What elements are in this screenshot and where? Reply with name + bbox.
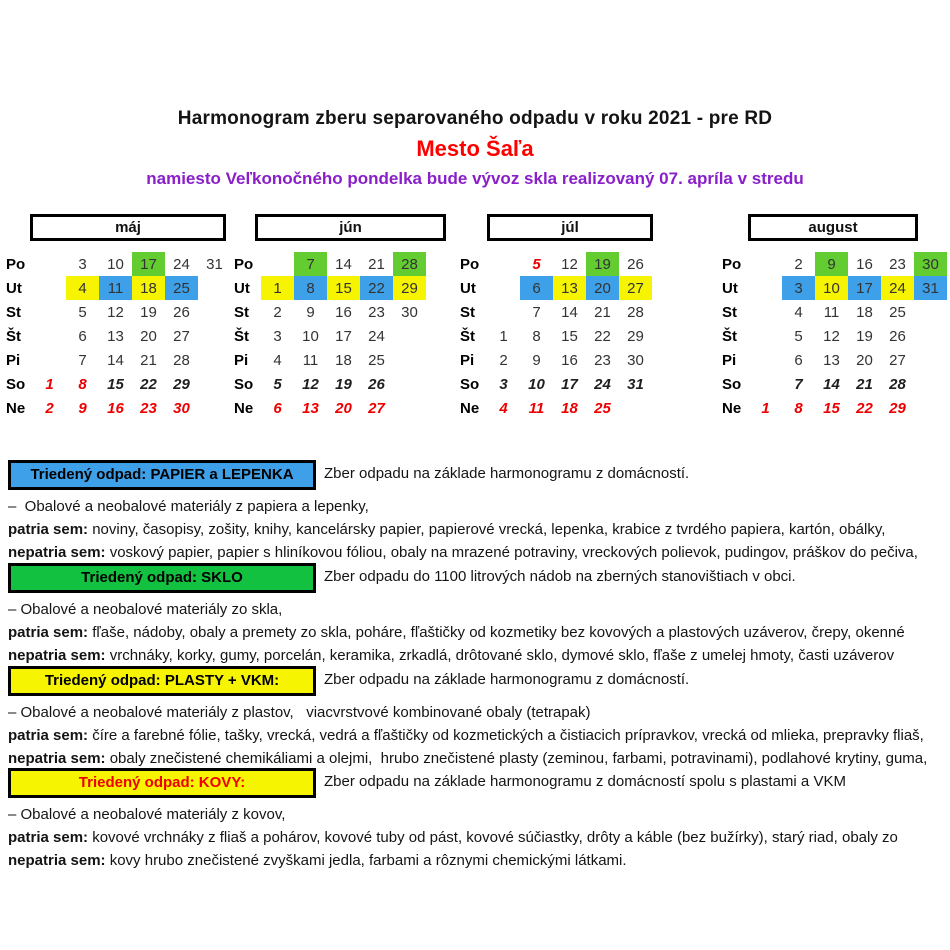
legend-line: nepatria sem: obaly znečistené chemikáliami a olejmi, hrubo znečistené plasty (zeminou, farbami, potravinami), podlahové krytiny, guma, [8, 750, 928, 767]
day-cell: 18 [856, 303, 873, 321]
day-cell: 26 [627, 255, 644, 273]
legend-line: – Obalové a neobalové materiály zo skla, [8, 601, 283, 618]
week-row-st [722, 300, 947, 324]
day-cell: 25 [594, 399, 611, 417]
week-row-ut [722, 276, 947, 300]
week-row-po [460, 252, 652, 276]
day-cell: 23 [594, 351, 611, 369]
legend-line: – Obalové a neobalové materiály z papiera a lepenky, [8, 498, 369, 515]
day-cell: 6 [520, 276, 553, 300]
day-label: Pi [234, 351, 249, 369]
week-row-št [722, 324, 947, 348]
day-cell: 19 [335, 375, 352, 393]
day-label: Ne [6, 399, 26, 417]
week-row-pi [722, 348, 947, 372]
empty-cell [393, 324, 426, 348]
day-cell: 5 [794, 327, 803, 345]
day-label: Ut [6, 279, 22, 297]
day-cell: 6 [794, 351, 803, 369]
day-cell: 29 [627, 327, 644, 345]
legend-section-sklo [8, 563, 946, 663]
legend-description: Zber odpadu na základe harmonogramu z domácností. [324, 671, 690, 688]
day-label: Ut [234, 279, 250, 297]
empty-cell [914, 348, 947, 372]
day-cell: 23 [889, 255, 906, 273]
day-cell: 13 [823, 351, 840, 369]
empty-cell [198, 324, 231, 348]
day-cell: 17 [561, 375, 578, 393]
empty-cell [749, 348, 782, 372]
legend-line: nepatria sem: kovy hrubo znečistené zvyškami jedla, farbami a rôznymi chemickými látkami. [8, 852, 627, 869]
day-cell: 17 [335, 327, 352, 345]
day-cell: 2 [45, 399, 54, 417]
day-cell: 10 [528, 375, 545, 393]
day-cell: 4 [273, 351, 282, 369]
week-row-so [234, 372, 426, 396]
calendar-august [722, 214, 947, 420]
day-cell: 27 [368, 399, 385, 417]
calendar-jul [460, 214, 653, 420]
day-label: St [460, 303, 475, 321]
day-cell: 18 [335, 351, 352, 369]
legend-line: patria sem: kovové vrchnáky z fliaš a pohárov, kovové tuby od pást, kovové súčiastky, drôty a káble (bez bužírky), starý riad, obaly zo [8, 829, 898, 846]
day-cell: 13 [302, 399, 319, 417]
week-row-ne [722, 396, 947, 420]
day-cell: 22 [360, 276, 393, 300]
day-cell: 31 [627, 375, 644, 393]
day-cell: 28 [173, 351, 190, 369]
day-cell: 5 [273, 375, 282, 393]
week-row-ut [460, 276, 652, 300]
document-title: Harmonogram zberu separovaného odpadu v roku 2021 - pre RD [177, 108, 773, 129]
legend-line: – Obalové a neobalové materiály z plastov, viacvrstvové kombinované obaly (tetrapak) [8, 704, 591, 721]
day-cell: 9 [532, 351, 541, 369]
day-cell: 23 [140, 399, 157, 417]
day-cell: 27 [173, 327, 190, 345]
day-label: Po [6, 255, 26, 273]
day-label: Št [6, 327, 21, 345]
day-cell: 12 [823, 327, 840, 345]
week-row-po [722, 252, 947, 276]
empty-cell [393, 348, 426, 372]
day-cell: 13 [107, 327, 124, 345]
calendar-jun [234, 214, 446, 420]
day-cell: 14 [823, 375, 840, 393]
day-cell: 11 [823, 303, 840, 321]
empty-cell [33, 348, 66, 372]
day-cell: 21 [368, 255, 385, 273]
day-cell: 25 [889, 303, 906, 321]
day-cell: 15 [561, 327, 578, 345]
day-cell: 26 [368, 375, 385, 393]
day-cell: 14 [561, 303, 578, 321]
day-label: Št [460, 327, 475, 345]
legend-section-papier [8, 460, 946, 560]
day-cell: 27 [619, 276, 652, 300]
day-cell: 30 [401, 303, 418, 321]
month-title-maj: máj [30, 214, 226, 241]
day-cell: 15 [327, 276, 360, 300]
day-cell: 12 [302, 375, 319, 393]
empty-cell [198, 300, 231, 324]
day-cell: 8 [294, 276, 327, 300]
day-label: Po [460, 255, 480, 273]
day-cell: 21 [594, 303, 611, 321]
legend-section-plasty-vkm [8, 666, 946, 766]
empty-cell [749, 324, 782, 348]
day-cell: 2 [273, 303, 282, 321]
week-row-ne [6, 396, 231, 420]
day-label: Pi [722, 351, 737, 369]
legend-description: Zber odpadu na základe harmonogramu z domácností spolu s plastami a VKM [324, 773, 846, 790]
empty-cell [749, 252, 782, 276]
week-row-st [234, 300, 426, 324]
empty-cell [33, 252, 66, 276]
day-cell: 21 [140, 351, 157, 369]
day-cell: 22 [594, 327, 611, 345]
day-cell: 3 [78, 255, 87, 273]
day-cell: 11 [99, 276, 132, 300]
day-cell: 20 [335, 399, 352, 417]
day-cell: 20 [140, 327, 157, 345]
day-cell: 9 [78, 399, 87, 417]
week-row-so [6, 372, 231, 396]
day-cell: 7 [78, 351, 87, 369]
day-cell: 6 [78, 327, 87, 345]
day-cell: 19 [586, 252, 619, 276]
day-cell: 1 [261, 276, 294, 300]
day-cell: 12 [107, 303, 124, 321]
day-cell: 28 [627, 303, 644, 321]
day-cell: 25 [368, 351, 385, 369]
empty-cell [914, 396, 947, 420]
day-label: Po [722, 255, 742, 273]
day-cell: 31 [206, 255, 223, 273]
week-row-so [460, 372, 652, 396]
legend-section-kovy [8, 768, 946, 868]
day-cell: 3 [782, 276, 815, 300]
day-cell: 4 [499, 399, 508, 417]
week-row-so [722, 372, 947, 396]
empty-cell [914, 300, 947, 324]
calendar-maj [6, 214, 231, 420]
day-label: Ut [460, 279, 476, 297]
week-row-št [6, 324, 231, 348]
day-cell: 31 [914, 276, 947, 300]
legend-title-box-sklo: Triedený odpad: SKLO [8, 563, 316, 593]
day-cell: 30 [173, 399, 190, 417]
legend-title-box-papier: Triedený odpad: PAPIER a LEPENKA [8, 460, 316, 490]
day-cell: 29 [889, 399, 906, 417]
day-cell: 29 [393, 276, 426, 300]
day-cell: 12 [561, 255, 578, 273]
week-row-ut [234, 276, 426, 300]
week-row-pi [234, 348, 426, 372]
month-grid-august [722, 252, 947, 420]
day-cell: 24 [594, 375, 611, 393]
day-cell: 29 [173, 375, 190, 393]
day-cell: 24 [881, 276, 914, 300]
month-title-jul: júl [487, 214, 653, 241]
empty-cell [33, 300, 66, 324]
day-cell: 28 [889, 375, 906, 393]
day-label: Ut [722, 279, 738, 297]
empty-cell [198, 276, 231, 300]
day-cell: 15 [107, 375, 124, 393]
empty-cell [749, 276, 782, 300]
day-cell: 7 [294, 252, 327, 276]
week-row-st [460, 300, 652, 324]
empty-cell [33, 324, 66, 348]
day-label: Št [234, 327, 249, 345]
day-cell: 26 [889, 327, 906, 345]
week-row-po [6, 252, 231, 276]
day-cell: 1 [761, 399, 770, 417]
day-cell: 19 [140, 303, 157, 321]
empty-cell [749, 300, 782, 324]
week-row-št [234, 324, 426, 348]
month-grid-jun [234, 252, 426, 420]
day-cell: 2 [794, 255, 803, 273]
legend-line: nepatria sem: vrchnáky, korky, gumy, porcelán, keramika, zrkadlá, drôtované sklo, dymové sklo, fľaše z umelej hmoty, časti uzáverov [8, 647, 895, 664]
day-label: So [234, 375, 254, 393]
day-cell: 22 [140, 375, 157, 393]
empty-cell [33, 276, 66, 300]
day-cell: 8 [794, 399, 803, 417]
day-label: St [234, 303, 249, 321]
day-cell: 23 [368, 303, 385, 321]
day-cell: 16 [107, 399, 124, 417]
day-label: Pi [460, 351, 475, 369]
legend-line: patria sem: noviny, časopisy, zošity, knihy, kancelársky papier, papierové vrecká, lepenka, krabice z tvrdého papiera, kartón, obálky, [8, 521, 886, 538]
day-cell: 9 [306, 303, 315, 321]
month-grid-maj [6, 252, 231, 420]
week-row-st [6, 300, 231, 324]
day-label: Ne [234, 399, 254, 417]
day-cell: 3 [273, 327, 282, 345]
day-cell: 7 [532, 303, 541, 321]
day-cell: 25 [165, 276, 198, 300]
day-label: St [722, 303, 737, 321]
legend-title-box-plasty-vkm: Triedený odpad: PLASTY + VKM: [8, 666, 316, 696]
day-cell: 20 [586, 276, 619, 300]
week-row-št [460, 324, 652, 348]
day-cell: 16 [856, 255, 873, 273]
week-row-ut [6, 276, 231, 300]
day-cell: 10 [815, 276, 848, 300]
day-cell: 27 [889, 351, 906, 369]
day-cell: 26 [173, 303, 190, 321]
empty-cell [914, 324, 947, 348]
day-cell: 30 [914, 252, 947, 276]
week-row-pi [6, 348, 231, 372]
week-row-po [234, 252, 426, 276]
legend-title-box-kovy: Triedený odpad: KOVY: [8, 768, 316, 798]
empty-cell [487, 300, 520, 324]
empty-cell [749, 372, 782, 396]
day-cell: 10 [302, 327, 319, 345]
day-label: St [6, 303, 21, 321]
day-cell: 14 [335, 255, 352, 273]
legend-description: Zber odpadu na základe harmonogramu z domácností. [324, 465, 690, 482]
day-cell: 6 [273, 399, 282, 417]
day-cell: 11 [528, 399, 545, 417]
day-cell: 14 [107, 351, 124, 369]
empty-cell [198, 348, 231, 372]
day-label: Ne [460, 399, 480, 417]
day-label: So [722, 375, 742, 393]
month-title-jun: jún [255, 214, 446, 241]
empty-cell [914, 372, 947, 396]
day-cell: 4 [794, 303, 803, 321]
day-cell: 15 [823, 399, 840, 417]
week-row-ne [234, 396, 426, 420]
day-cell: 21 [856, 375, 873, 393]
day-cell: 17 [132, 252, 165, 276]
legend-description: Zber odpadu do 1100 litrových nádob na zberných stanovištiach v obci. [324, 568, 796, 585]
day-cell: 4 [66, 276, 99, 300]
day-cell: 13 [553, 276, 586, 300]
empty-cell [393, 372, 426, 396]
empty-cell [487, 252, 520, 276]
day-cell: 5 [532, 255, 541, 273]
day-label: So [460, 375, 480, 393]
empty-cell [619, 396, 652, 420]
empty-cell [198, 372, 231, 396]
day-cell: 20 [856, 351, 873, 369]
legend-line: patria sem: fľaše, nádoby, obaly a premety zo skla, poháre, fľaštičky od kozmetiky bez kovových a plastových uzáverov, črepy, okenné [8, 624, 905, 641]
city-title: Mesto Šaľa [416, 136, 534, 161]
day-label: Št [722, 327, 737, 345]
day-cell: 2 [499, 351, 508, 369]
week-row-pi [460, 348, 652, 372]
legend-line: patria sem: číre a farebné fólie, tašky, vrecká, vedrá a fľaštičky od kozmetických a čistiacich prípravkov, vrecká od mlieka, prepravky fliaš, [8, 727, 924, 744]
empty-cell [393, 396, 426, 420]
empty-cell [198, 396, 231, 420]
day-cell: 28 [393, 252, 426, 276]
day-cell: 22 [856, 399, 873, 417]
day-cell: 1 [45, 375, 54, 393]
easter-notice: namiesto Veľkonočného pondelka bude vývoz skla realizovaný 07. apríla v stredu [146, 169, 804, 188]
day-cell: 30 [627, 351, 644, 369]
legend-line: nepatria sem: voskový papier, papier s hliníkovou fóliou, obaly na mrazené potraviny, vreckových polievok, pudingov, práškov do pečiva, [8, 544, 918, 561]
empty-cell [261, 252, 294, 276]
day-label: Pi [6, 351, 21, 369]
day-cell: 8 [78, 375, 87, 393]
day-cell: 16 [561, 351, 578, 369]
week-row-ne [460, 396, 652, 420]
day-cell: 7 [794, 375, 803, 393]
day-cell: 19 [856, 327, 873, 345]
day-cell: 3 [499, 375, 508, 393]
day-cell: 17 [848, 276, 881, 300]
day-label: Ne [722, 399, 742, 417]
day-cell: 8 [532, 327, 541, 345]
day-cell: 24 [173, 255, 190, 273]
day-cell: 10 [107, 255, 124, 273]
day-cell: 16 [335, 303, 352, 321]
day-cell: 18 [561, 399, 578, 417]
day-label: So [6, 375, 26, 393]
day-label: Po [234, 255, 254, 273]
legend-line: – Obalové a neobalové materiály z kovov, [8, 806, 286, 823]
empty-cell [487, 276, 520, 300]
day-cell: 9 [815, 252, 848, 276]
day-cell: 5 [78, 303, 87, 321]
month-grid-jul [460, 252, 652, 420]
day-cell: 18 [132, 276, 165, 300]
day-cell: 24 [368, 327, 385, 345]
day-cell: 1 [499, 327, 508, 345]
month-title-august: august [748, 214, 918, 241]
day-cell: 11 [302, 351, 319, 369]
